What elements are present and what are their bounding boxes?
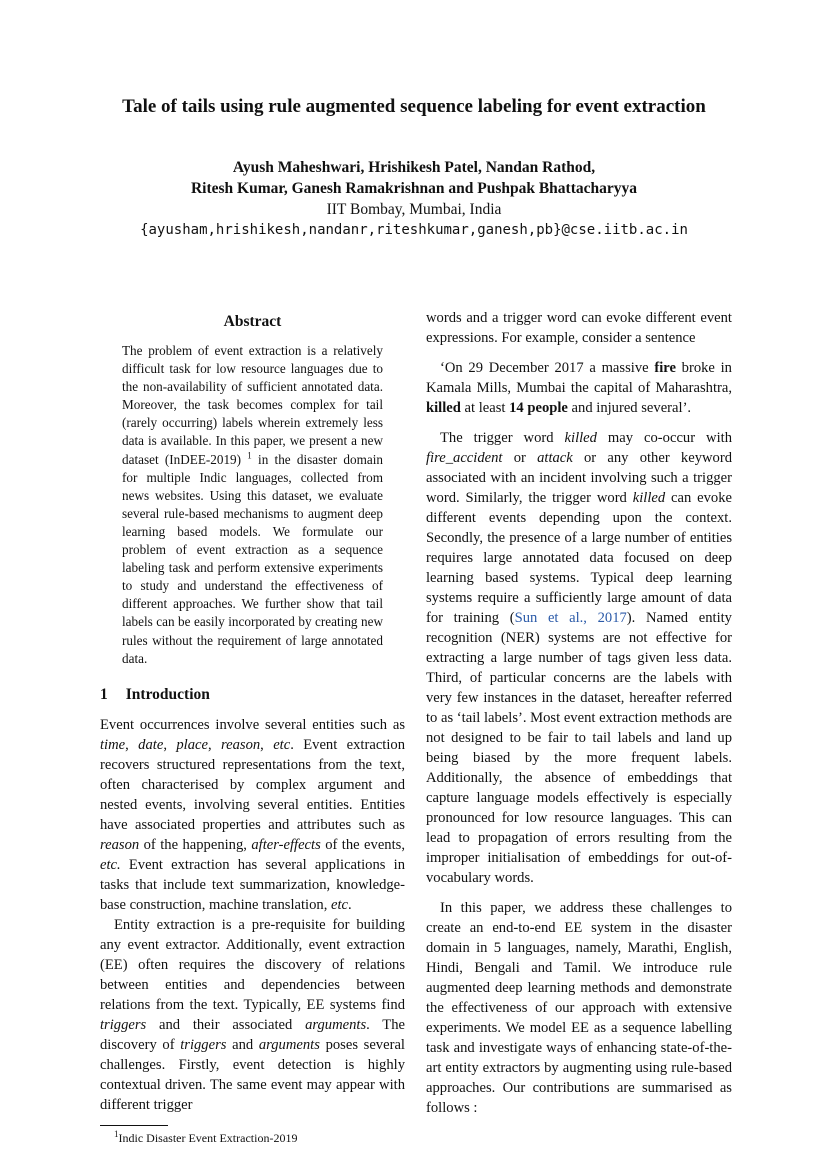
intro-paragraph-1: Event occurrences involve several entities such as time, date, place, reason, etc. Event extraction recovers structured representations from the text, often characterised by complex argument and nested events, involving several entities. Entities have associated properties and attributes such as reason of the happening, after-effects of the events, etc. Event extraction has several applications in tasks that include text summarization, knowledge-base construction, machine translation, etc.: [100, 716, 406, 913]
intro-paragraph-3: The trigger word killed may co-occur with fire_accident or attack or any other keyword associated with an incident involving such a trigger word. Similarly, the trigger word killed can evoke different events depending upon the context. Secondly, the presence of a large number of entities requires large annotated data focused on deep learning based systems. Typical deep learning systems require a sufficiently large amount of data for training (Sun et al., 2017). Named entity recognition (NER) systems are not effective for extracting a large number of tags given less data. Third, of particular concerns are the labels with very few instances in the dataset, hereafter referred to as ‘tail labels’. Most event extraction methods are not designed to be fair to tail labels and land up being biased by the more frequent labels. Additionally, the absence of embeddings that capture language models effectively is especially pronounced for low resource languages. This can lead to propagation of errors resulting from the improper initialisation of embeddings for out-of-vocabulary words.: [426, 430, 733, 886]
footnote-marker: 1: [247, 450, 252, 461]
section-heading-introduction: 1 Introduction: [100, 685, 210, 703]
example-sentence: ‘On 29 December 2017 a massive fire broke in Kamala Mills, Mumbai the capital of Maharashtra, killed at least 14 people and injured several’.: [426, 360, 732, 416]
right-column: [426, 308, 732, 1118]
citation-link[interactable]: Sun et al., 2017: [514, 610, 627, 626]
paper-title: Tale of tails using rule augmented sequence labeling for event extraction: [122, 96, 706, 117]
author-names-line1: Ayush Maheshwari, Hrishikesh Patel, Nandan Rathod,: [232, 159, 596, 176]
author-block: [0, 157, 828, 241]
left-column: [100, 308, 405, 1146]
abstract-heading: Abstract: [223, 313, 282, 330]
intro-paragraph-2: Entity extraction is a pre-requisite for building any event extractor. Additionally, event extraction (EE) often requires the discovery of relations between entities and dependencies between relations from the text. Typically, EE systems find triggers and their associated arguments. The discovery of triggers and arguments poses several challenges. Firstly, event detection is highly contextual driven. The same event may appear with different trigger: [100, 916, 405, 1113]
affiliation: IIT Bombay, Mumbai, India: [326, 201, 502, 218]
footnote: $^1$Indic Disaster Event Extraction-2019: [114, 1128, 298, 1145]
author-names-line2: Ritesh Kumar, Ganesh Ramakrishnan and Pushpak Bhattacharyya: [190, 180, 637, 197]
footnote-rule: [100, 1125, 168, 1126]
intro-paragraph-2-continued: words and a trigger word can evoke different event expressions. For example, consider a sentence: [426, 310, 732, 346]
author-emails: {ayusham,hrishikesh,nandanr,riteshkumar,ganesh,pb}@cse.iitb.ac.in: [140, 222, 688, 238]
intro-paragraph-4: In this paper, we address these challenges to create an end-to-end EE system in the disaster domain in 5 languages, namely, Marathi, English, Hindi, Bengali and Tamil. We introduce rule augmented deep learning methods and demonstrate the effectiveness of our approach with extensive experiments. We model EE as a sequence labelling task and investigate ways of enhancing state-of-the-art entity extractors by augmenting using rule-based approaches. Our contributions are summarised as follows :: [426, 900, 732, 1116]
abstract-text: The problem of event extraction is a relatively difficult task for low resource languages due to the non-availability of sufficient annotated data. Moreover, the task becomes complex for tail (rarely occurring) labels wherein extremely less data is available. In this paper, we present a new dataset (InDEE-2019) $^1$ in the disaster domain for multiple Indic languages, collected from news websites. Using this dataset, we evaluate several rule-based mechanisms to augment deep learning based models. We formulate our problem of event extraction as a sequence labeling task and perform extensive experiments to study and understand the effectiveness of different approaches. We further show that tail labels can be easily incorporated by creating new rules without the requirement of large annotated data.: [122, 343, 383, 666]
